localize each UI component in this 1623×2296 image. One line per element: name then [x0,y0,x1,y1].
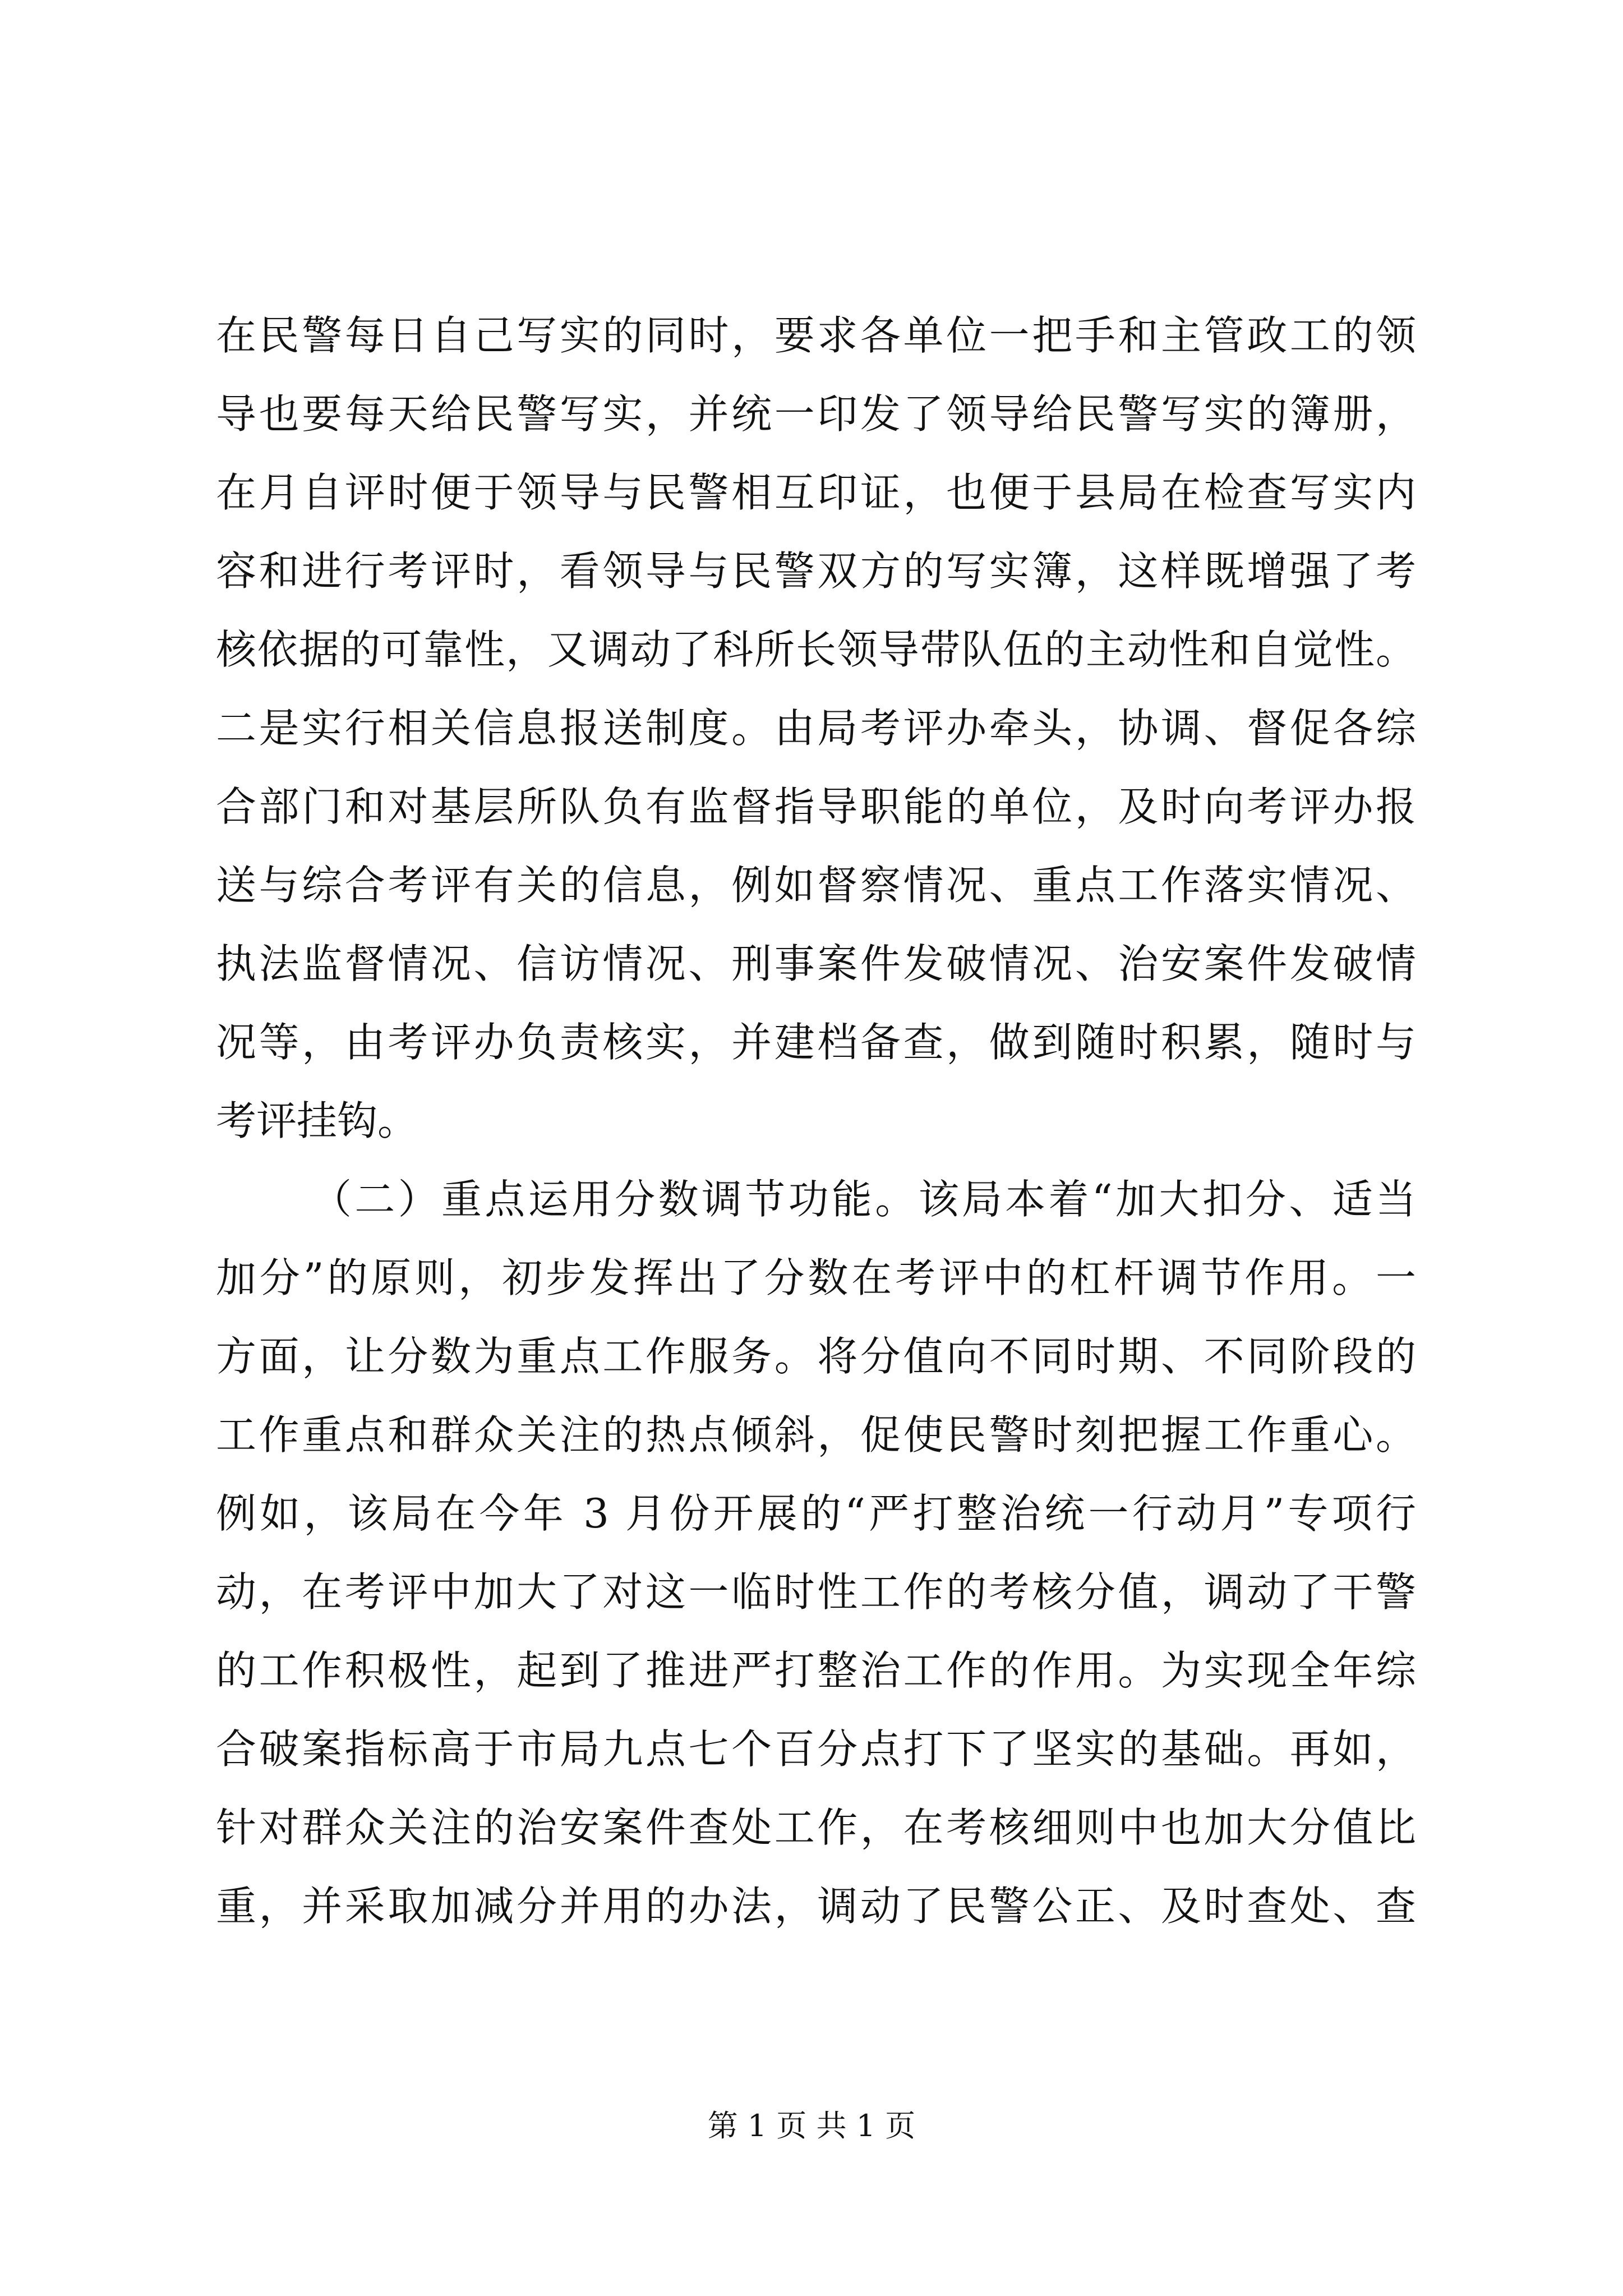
text-line: 况等，由考评办负责核实，并建档备查，做到随时积累，随时与 [216,1019,1416,1066]
text-line: 工作重点和群众关注的热点倾斜，促使民警时刻把握工作重心。 [216,1411,1416,1458]
text-line: 加分”的原则，初步发挥出了分数在考评中的杠杆调节作用。一 [216,1254,1416,1301]
text-line: 的工作积极性，起到了推进严打整治工作的作用。为实现全年综 [216,1647,1416,1694]
text-line: 送与综合考评有关的信息，例如督察情况、重点工作落实情况、 [216,862,1416,909]
text-line: 导也要每天给民警写实，并统一印发了领导给民警写实的簿册， [216,390,1416,438]
text-line: 核依据的可靠性，又调动了科所长领导带队伍的主动性和自觉性。 [216,626,1416,673]
text-line: 容和进行考评时，看领导与民警双方的写实簿，这样既增强了考 [216,547,1416,595]
text-line: 针对群众关注的治安案件查处工作，在考核细则中也加大分值比 [216,1804,1416,1851]
text-line: 执法监督情况、信访情况、刑事案件发破情况、治安案件发破情 [216,940,1416,987]
text-line: 合部门和对基层所队负有监督指导职能的单位，及时向考评办报 [216,783,1416,830]
page-number-footer: 第 1 页 共 1 页 [707,2108,916,2143]
text-line: 重，并采取加减分并用的办法，调动了民警公正、及时查处、查 [216,1883,1416,1930]
text-line: 合破案指标高于市局九点七个百分点打下了坚实的基础。再如， [216,1726,1416,1773]
text-line: 动，在考评中加大了对这一临时性工作的考核分值，调动了干警 [216,1568,1416,1616]
text-line: 在月自评时便于领导与民警相互印证，也便于县局在检查写实内 [216,469,1416,516]
text-line: 例如，该局在今年 3 月份开展的“严打整治统一行动月”专项行 [216,1490,1416,1537]
text-line: 二是实行相关信息报送制度。由局考评办牵头，协调、督促各综 [216,705,1416,752]
section-heading-line: （二）重点运用分数调节功能。该局本着“加大扣分、适当 [311,1176,1416,1223]
text-line: 在民警每日自己写实的同时，要求各单位一把手和主管政工的领 [216,312,1416,359]
body-text [216,296,1416,1945]
text-line: 方面，让分数为重点工作服务。将分值向不同时期、不同阶段的 [216,1333,1416,1380]
text-line: 考评挂钩。 [216,1097,418,1144]
